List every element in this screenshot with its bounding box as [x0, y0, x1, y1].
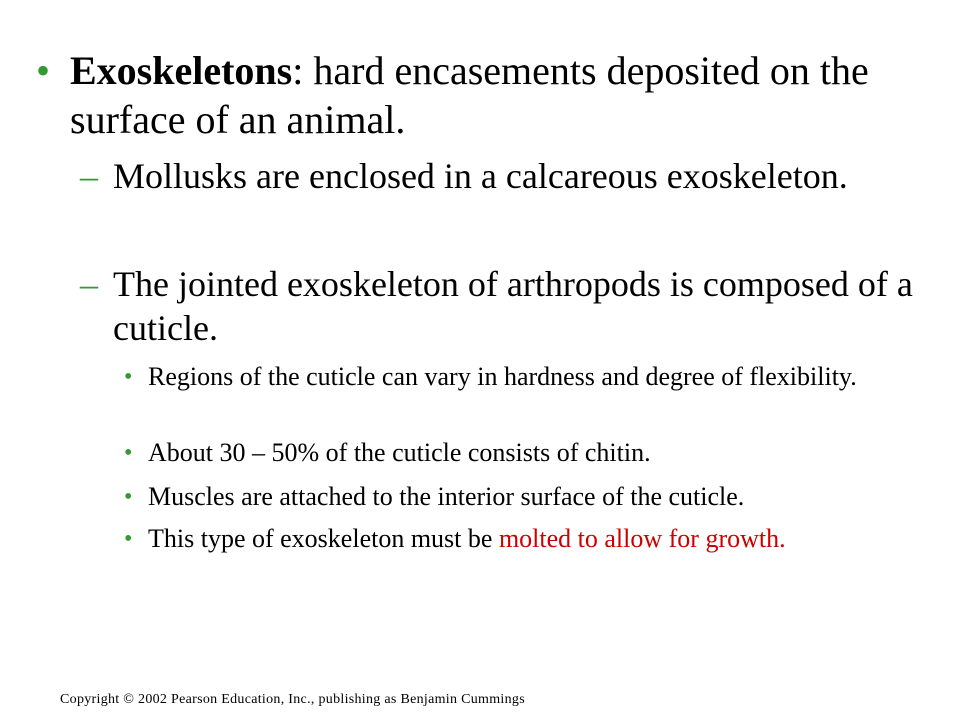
sub-bullet-arthropods — [80, 262, 920, 350]
detail-item-chitin — [124, 438, 914, 468]
sub-bullet-text: Mollusks are enclosed in a calcareous exoskeleton. — [113, 156, 848, 196]
molting-text: This type of exoskeleton must be — [148, 524, 499, 553]
bullet-icon: • — [124, 440, 133, 466]
detail-text: Regions of the cuticle can vary in hardness and degree of flexibility. — [148, 362, 857, 391]
molting-highlight: molted to allow for growth. — [498, 524, 786, 553]
bullet-icon: • — [124, 364, 133, 390]
sub-bullet-mollusks — [80, 154, 920, 198]
main-definition: : hard encasements deposited on the surface of an animal. — [70, 48, 869, 142]
sub-bullet-text: The jointed exoskeleton of arthropods is composed of a cuticle. — [113, 264, 913, 348]
bullet-icon: • — [36, 48, 51, 93]
dash-icon: – — [80, 264, 98, 304]
detail-text — [148, 524, 914, 554]
detail-text: Muscles are attached to the interior surface of the cuticle. — [148, 482, 745, 511]
bullet-icon: • — [124, 484, 133, 510]
bullet-icon: • — [124, 526, 133, 552]
term-exoskeletons: Exoskeletons — [70, 48, 293, 93]
detail-item-molting — [124, 524, 914, 554]
dash-icon: – — [80, 156, 98, 196]
copyright-footer: Copyright © 2002 Pearson Education, Inc., publishing as Benjamin Cummings — [60, 692, 525, 707]
main-bullet-text — [70, 46, 936, 144]
detail-item-hardness — [124, 362, 914, 392]
detail-text: About 30 – 50% of the cuticle consists of chitin. — [148, 438, 651, 467]
main-bullet — [36, 46, 936, 144]
detail-item-muscles — [124, 482, 914, 512]
